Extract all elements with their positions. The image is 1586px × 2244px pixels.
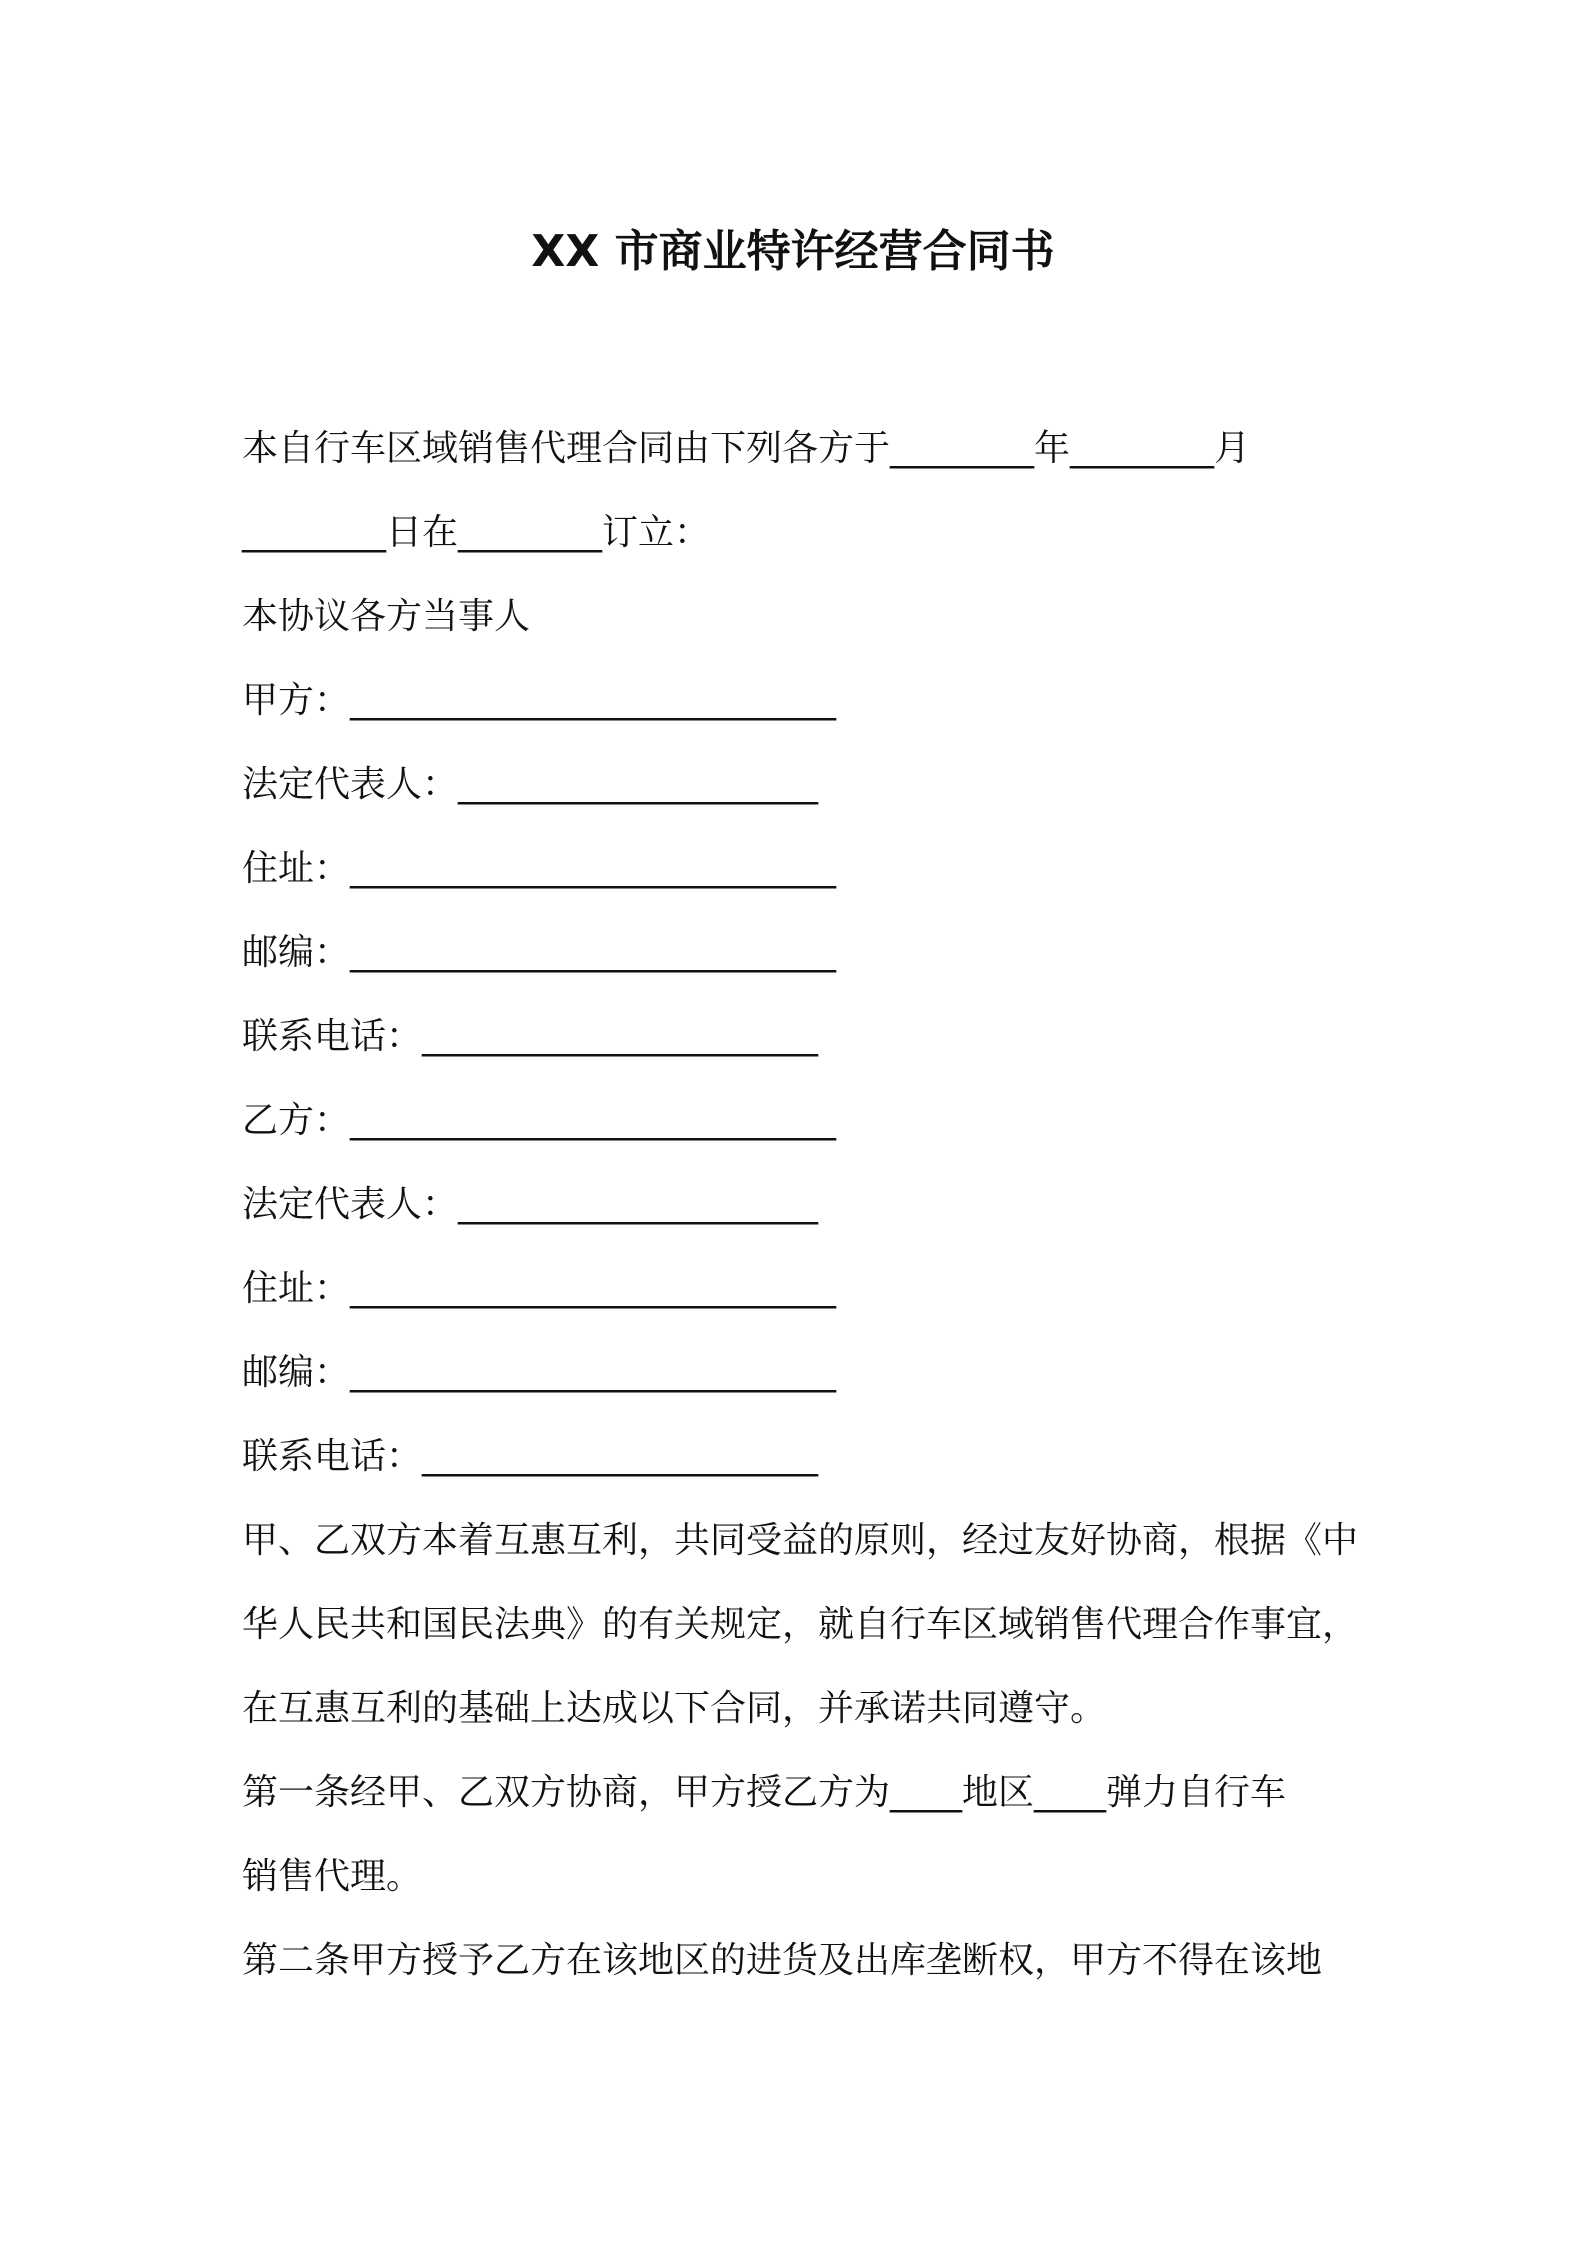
party-a-representative-field: 法定代表人：____________________	[242, 764, 819, 805]
party-b-name-field: 乙方：___________________________	[242, 1100, 837, 1141]
party-a-postcode-field: 邮编：___________________________	[242, 932, 837, 973]
party-b-address-field: 住址：___________________________	[242, 1268, 837, 1309]
party-b-postcode-field: 邮编：___________________________	[242, 1352, 837, 1393]
party-a-address-field: 住址：___________________________	[242, 848, 837, 889]
document-title: XX 市商业特许经营合同书	[531, 226, 1055, 277]
party-b-phone-field: 联系电话：______________________	[242, 1436, 819, 1477]
parties-heading: 本协议各方当事人	[242, 596, 531, 637]
party-a-phone-field: 联系电话：______________________	[242, 1016, 819, 1057]
article-1-line-1: 第一条经甲、乙双方协商，甲方授乙方为____地区____弹力自行车	[242, 1772, 1287, 1813]
preamble-line-3: 在互惠互利的基础上达成以下合同，并承诺共同遵守。	[242, 1688, 1107, 1729]
party-b-representative-field: 法定代表人：____________________	[242, 1184, 819, 1225]
preamble-line-1: 甲、乙双方本着互惠互利，共同受益的原则，经过友好协商，根据《中	[242, 1520, 1359, 1561]
article-1-line-2: 销售代理。	[242, 1856, 423, 1897]
preamble-line-2: 华人民共和国民法典》的有关规定，就自行车区域销售代理合作事宜，	[242, 1604, 1359, 1645]
intro-line-2: ________日在________订立：	[242, 512, 711, 553]
party-a-name-field: 甲方：___________________________	[242, 680, 837, 721]
article-2-line-1: 第二条甲方授予乙方在该地区的进货及出库垄断权，甲方不得在该地	[242, 1940, 1323, 1981]
intro-line-1: 本自行车区域销售代理合同由下列各方于________年________月	[242, 428, 1251, 469]
document-body	[242, 407, 1359, 2003]
